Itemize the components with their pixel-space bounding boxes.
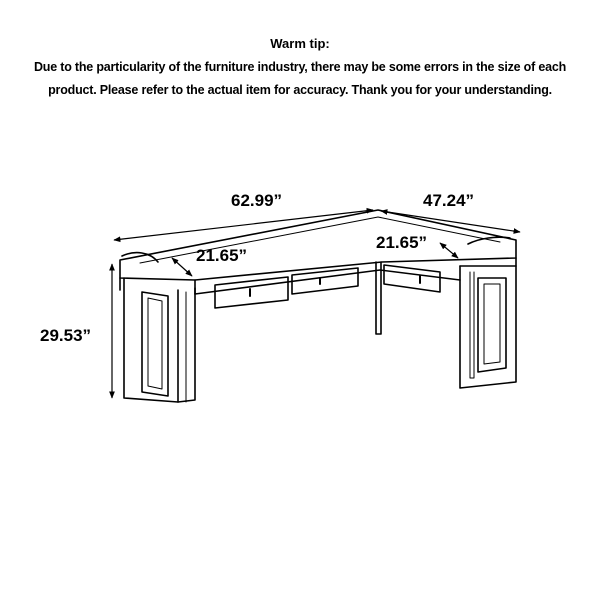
l-shaped-desk-drawing [120, 210, 516, 402]
warm-tip-line-2: product. Please refer to the actual item for accuracy. Thank you for your understanding. [48, 83, 552, 97]
depth-right-arrow [440, 243, 458, 258]
support-leg [376, 262, 381, 334]
length-label: 62.99” [231, 191, 283, 210]
depth-right-label: 21.65” [376, 233, 428, 252]
width-label: 47.24” [423, 191, 475, 210]
left-leg-panel [124, 278, 195, 402]
warm-tip-line-1: Due to the particularity of the furniture industry, there may be some errors in the size of each [33, 60, 567, 74]
dimension-arrows [112, 210, 520, 398]
warm-tip-title: Warm tip: [270, 36, 330, 51]
height-label: 29.53” [40, 326, 92, 345]
right-leg-panel [460, 266, 516, 388]
depth-left-arrow [172, 258, 192, 276]
depth-left-label: 21.65” [196, 246, 248, 265]
